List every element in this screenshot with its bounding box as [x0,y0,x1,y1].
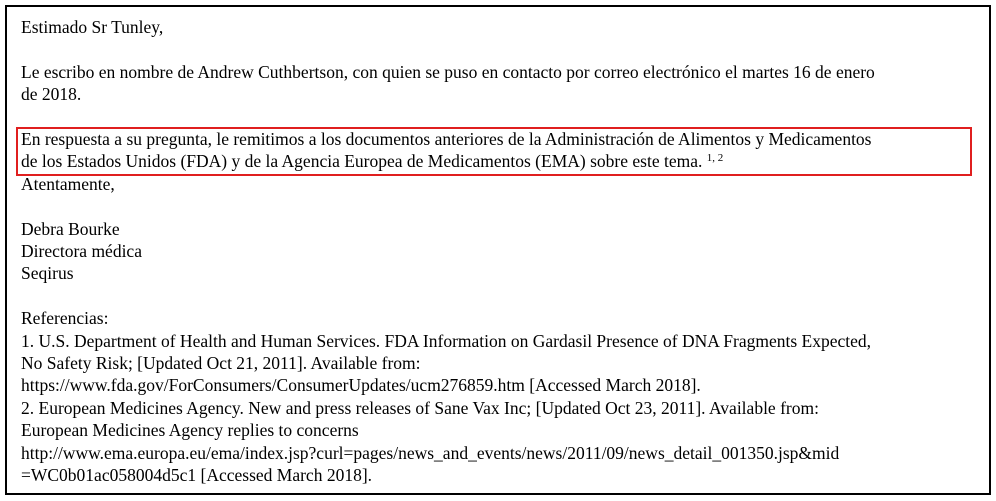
references-heading: Referencias: [21,308,109,329]
spacer [21,106,981,128]
spacer [21,195,981,217]
response-line-1: En respuesta a su pregunta, le remitimos a los documentos anteriores de la Administración de Alimentos y Medicamentos [21,129,872,149]
reference-1-line-1: 1. U.S. Department of Health and Human Services. FDA Information on Gardasil Presence of DNA Fragments Expected, [21,330,872,351]
signer-name: Debra Bourke [21,218,120,239]
signer-company: Seqirus [21,263,74,284]
signer-title: Directora médica [21,241,142,262]
response-line-2: de los Estados Unidos (FDA) y de la Agencia Europea de Medicamentos (EMA) sobre este tema. [21,151,703,172]
reference-2-line-3: http://www.ema.europa.eu/ema/index.jsp?curl=pages/news_and_events/news/2011/09/news_detail_001350.jsp&mid [21,442,840,463]
reference-2-line-2: European Medicines Agency replies to concerns [21,420,359,441]
letter-frame [5,5,991,495]
reference-1-line-3: https://www.fda.gov/ForConsumers/ConsumerUpdates/ucm276859.htm [Accessed March 2018]. [21,375,701,396]
response-line-2-wrap [21,150,981,172]
response-reference-marks: 1, 2 [706,152,724,165]
salutation: Estimado Sr Tunley, [21,17,164,37]
closing: Atentamente, [21,173,115,194]
letter-body [21,16,981,486]
reference-2-line-4: =WC0b01ac058004d5c1 [Accessed March 2018]. [21,465,373,486]
spacer [21,285,981,307]
reference-2-line-1: 2. European Medicines Agency. New and press releases of Sane Vax Inc; [Updated Oct 23, 2011]. Available from: [21,397,819,418]
spacer [21,38,981,60]
reference-1-line-2: No Safety Risk; [Updated Oct 21, 2011]. Available from: [21,353,421,374]
intro-line-2: de 2018. [21,84,82,105]
intro-line-1: Le escribo en nombre de Andrew Cuthbertson, con quien se puso en contacto por correo electrónico el martes 16 de enero [21,61,875,82]
